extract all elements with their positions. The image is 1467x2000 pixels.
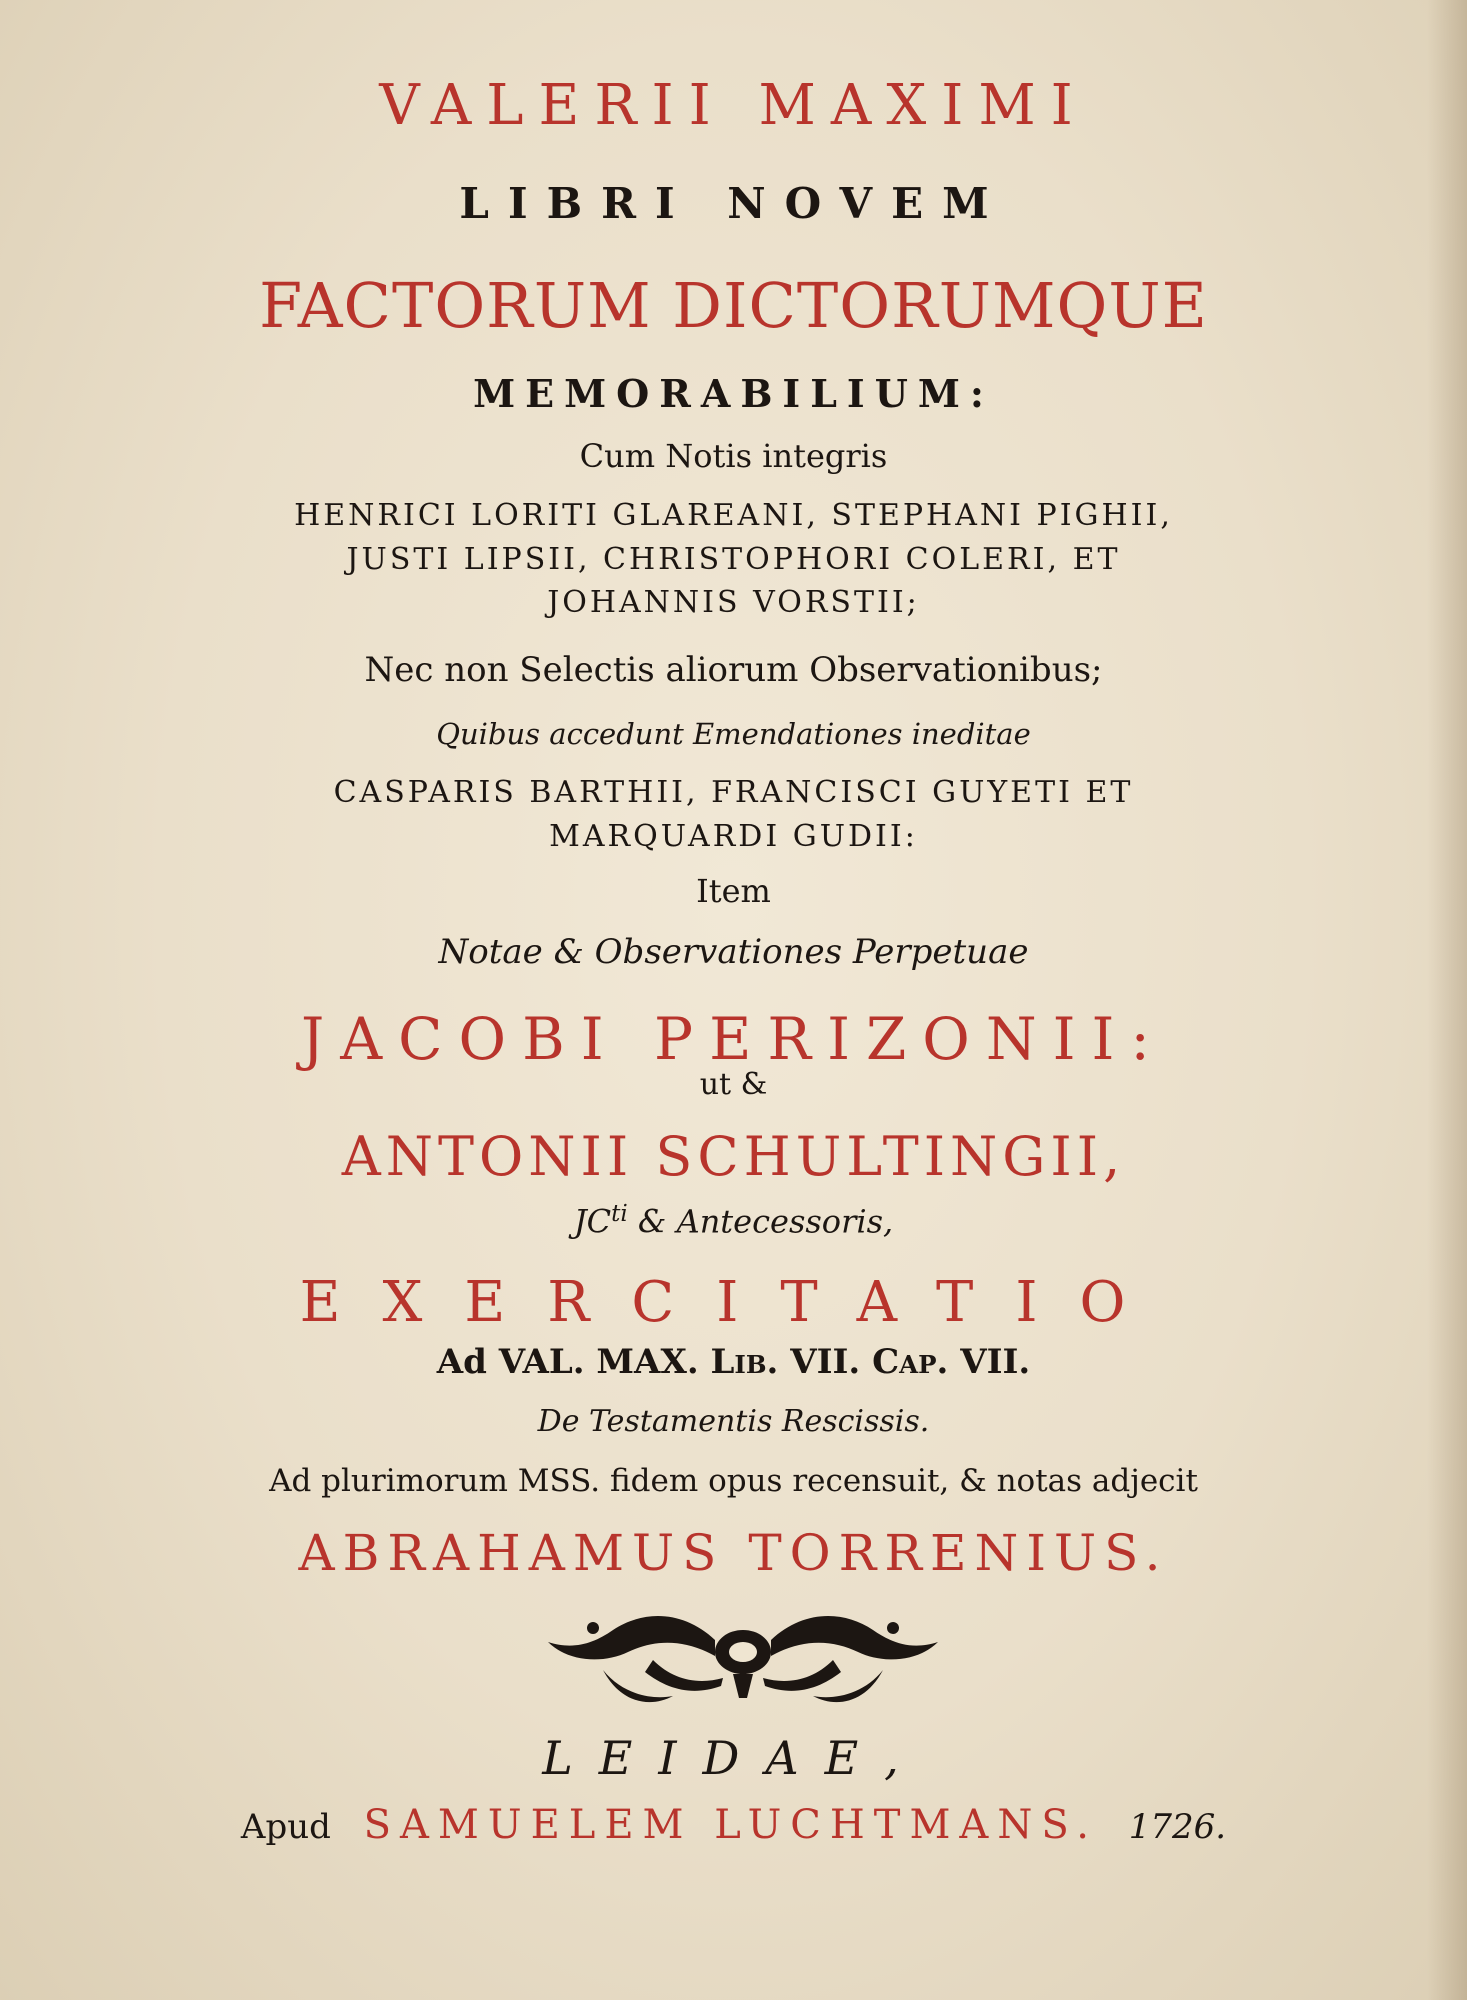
ut-et: ut & (699, 1067, 768, 1102)
author-line: VALERII MAXIMI (379, 73, 1088, 138)
ref-c: . VII. C (766, 1342, 900, 1382)
jc-suffix: & Antecessoris, (627, 1202, 894, 1241)
perpetual-notes: Notae & Observationes Perpetuae (438, 932, 1029, 972)
recensuit-line: Ad plurimorum MSS. fidem opus recensuit, & notas adjecit (269, 1463, 1198, 1499)
perizonius-name: JACOBI PERIZONII: (301, 1005, 1166, 1073)
imprint-line (0, 1802, 1467, 1848)
jc-superscript: ti (611, 1201, 628, 1227)
year: 1726. (1128, 1807, 1227, 1847)
selected-observations: Nec non Selectis aliorum Observationibus; (364, 650, 1103, 690)
de-testamentis: De Testamentis Rescissis. (537, 1404, 930, 1439)
exercitatio-word: EXERCITATIO (299, 1270, 1168, 1335)
publisher-name: SAMUELEM LUCHTMANS. (363, 1802, 1099, 1848)
editors-line-1: HENRICI LORITI GLAREANI, STEPHANI PIGHII, (294, 498, 1173, 533)
emendations-intro: Quibus accedunt Emendationes ineditae (436, 717, 1031, 751)
editors-line-3: JOHANNIS VORSTII; (547, 585, 920, 620)
apud-word: Apud (240, 1807, 331, 1847)
ref-a: Ad VAL. MAX. L (436, 1342, 735, 1382)
ref-d: AP (899, 1350, 937, 1379)
reference-line (0, 1342, 1467, 1382)
ref-e: . VII. (936, 1342, 1031, 1382)
work-line-2: FACTORUM DICTORUMQUE (259, 269, 1208, 342)
work-line-3: MEMORABILIUM: (473, 371, 994, 416)
notes-intro: Cum Notis integris (579, 437, 888, 475)
jc-antecessoris (0, 1201, 1467, 1241)
ref-b: IB (734, 1350, 767, 1379)
emendators-line-1: CASPARIS BARTHII, FRANCISCI GUYETI ET (333, 775, 1134, 810)
place-name: LEIDAE, (542, 1731, 925, 1785)
jc-prefix: JC (573, 1202, 612, 1241)
emendators-line-2: MARQUARDI GUDII: (549, 819, 918, 854)
item-word: Item (696, 872, 771, 910)
editors-line-2: JUSTI LIPSII, CHRISTOPHORI COLERI, ET (346, 542, 1121, 577)
printers-ornament-icon (533, 1600, 953, 1720)
editor-name: ABRAHAMUS TORRENIUS. (298, 1524, 1169, 1582)
work-line-1: LIBRI NOVEM (459, 179, 1008, 228)
schultingius-name: ANTONII SCHULTINGII, (341, 1125, 1126, 1188)
